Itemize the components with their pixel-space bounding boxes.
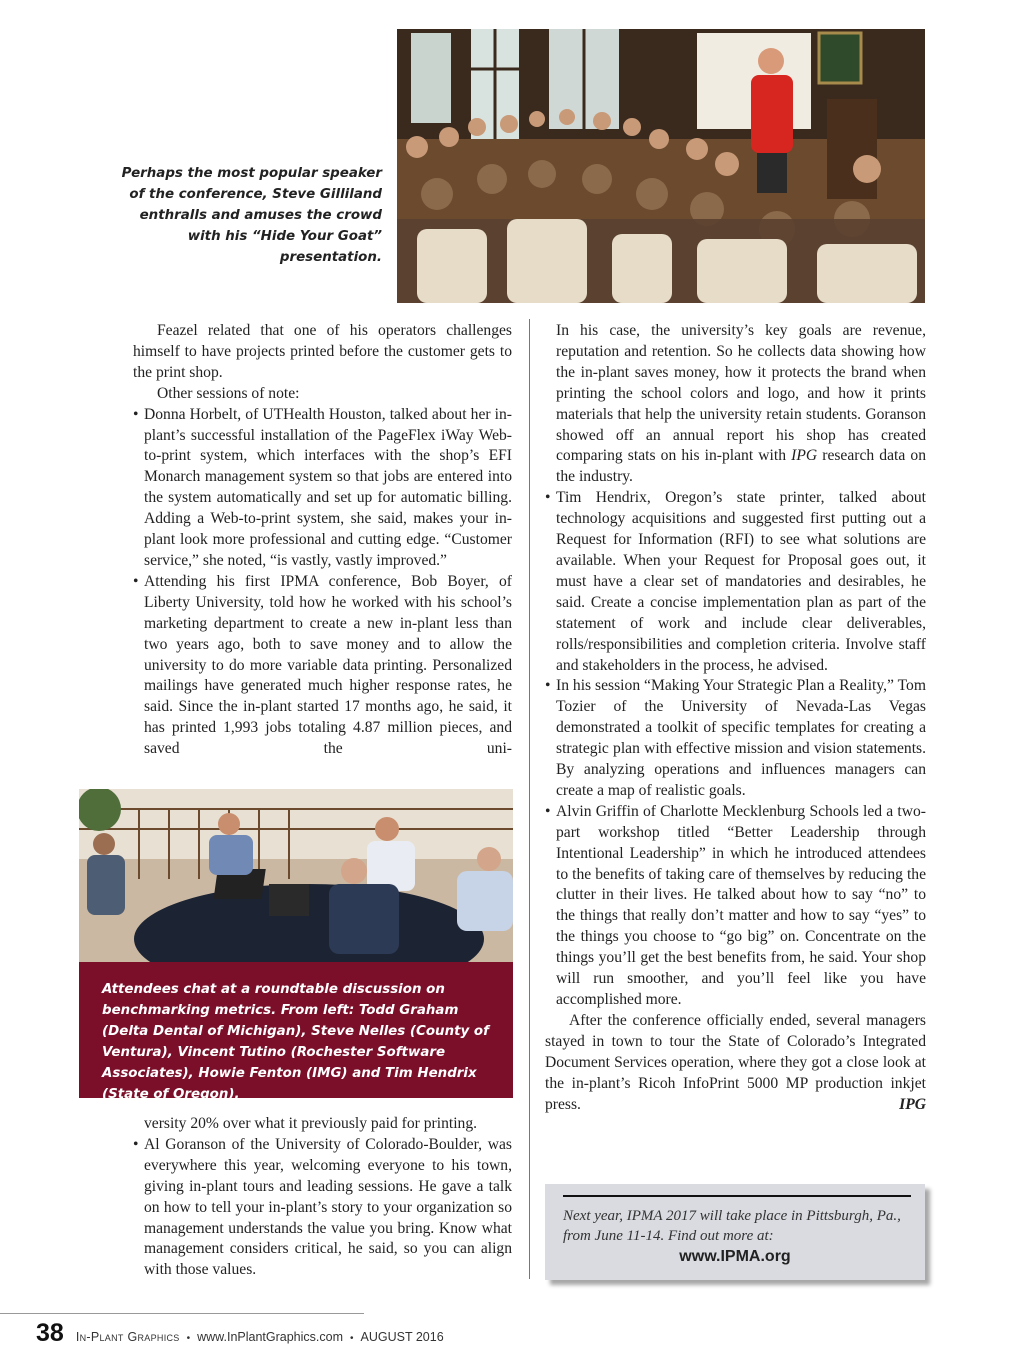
- text-span: research data on the industry.: [556, 447, 926, 486]
- ipma-link[interactable]: www.IPMA.org: [679, 1248, 791, 1265]
- footer-separator: •: [350, 1333, 354, 1344]
- page-footer: [36, 1319, 444, 1349]
- publication-name: IPG: [791, 447, 818, 465]
- column-divider: [529, 319, 530, 1279]
- roundtable-photo-drawing: [79, 789, 513, 976]
- bullet-item: • Tim Hendrix, Oregon’s state printer, talked about technology acquisitions and suggested first putting out a Request for Information (RFI) to see what solutions are available. When your Request for Proposal goes out, it must have a clear set of mandatories and desirables, he said. Create a concise implementation plan as part of the statement of work and include clear deliverables, rolls/responsibilities and completion criteria. Involve staff and stakeholders in the process, he advised.: [545, 488, 926, 676]
- presentation-photo-drawing: [397, 29, 925, 303]
- presentation-photo: [397, 29, 925, 303]
- bullet-item: • Alvin Griffin of Charlotte Mecklenburg Schools led a two-part workshop titled “Better Leadership through Intentional Leadership” in which he introduced attendees to the benefits of taking care of themselves by reducing the clutter in their lives. He talked about how to say “no” to the things that really don’t matter and how to say “yes” to the things you choose to “go big” on. Concentrate on the things you’ll get the best benefits from, he said. Your shop will run smoother, and you’ll feel like you have accomplished more.: [545, 802, 926, 1011]
- top-photo-caption: Perhaps the most popular speaker of the conference, Steve Gilliland enthralls and amuses the crowd with his “Hide Your Goat” presentation.: [121, 166, 382, 265]
- paragraph: Feazel related that one of his operators challenges himself to have projects printed before the customer gets to the print shop.: [133, 322, 512, 381]
- bullet-item: • Donna Horbelt, of UTHealth Houston, talked about her in-plant’s successful installation of the PageFlex iWay Web-to-print system, which interfaces with the shop’s EFI Monarch management system so that jobs are entered into the system automatically and set up for automatic billing. Adding a Web-to-print system, she said, makes your in-plant look more professional and cutting edge. “Customer service,” she noted, “is vastly, vastly improved.”: [133, 405, 512, 572]
- paragraph: [545, 1011, 926, 1116]
- callout-text: Next year, IPMA 2017 will take place in Pittsburgh, Pa., from June 11-14. Find out more at:: [563, 1208, 901, 1244]
- text-span: After the conference officially ended, several managers stayed in town to tour the State of Colorado’s Integrated Document Services operation, where they got a close look at the in-plant’s Ricoh InfoPrint 5000 MP production inkjet press.: [545, 1011, 926, 1113]
- website-link[interactable]: www.InPlantGraphics.com: [197, 1330, 343, 1344]
- footer-rule: [0, 1313, 364, 1314]
- ipma-callout-box: [545, 1184, 925, 1280]
- article-signoff: IPG: [899, 1095, 926, 1113]
- bullet-item: • In his session “Making Your Strategic Plan a Reality,” Tom Tozier of the University of Nevada-Las Vegas demonstrated a toolkit of specific templates for creating a strategic plan with effective mission and vision statements. By analyzing operations and influences managers can create a map of realistic goals.: [545, 676, 926, 801]
- roundtable-photo: [79, 789, 513, 976]
- callout-rule: [563, 1195, 911, 1197]
- paragraph: versity 20% over what it previously paid for printing.: [144, 1115, 478, 1132]
- text-span: In his case, the university’s key goals are revenue, reputation and retention. So he collects data showing how the in-plant saves money, how it protects the brand when printing the school colors and logo, and how it prints materials that help the university retain students. Goranson showed off an annual report his shop has created comparing stats on his in-plant with: [556, 322, 926, 465]
- bullet-item: • Al Goranson of the University of Colorado-Boulder, was everywhere this year, welcoming everyone to his town, giving in-plant tours and leading sessions. He gave a talk on how to tell your in-plant’s story to your organization so management understands the value you bring. Know what management considers critical, he said, so you can align with those values.: [133, 1135, 512, 1281]
- article-column-left-bottom: [133, 1114, 512, 1281]
- issue-date: AUGUST 2016: [360, 1330, 444, 1344]
- publication-name: In-Plant Graphics: [75, 1330, 180, 1344]
- roundtable-caption-box: [79, 962, 513, 1102]
- bullet-item: • Attending his first IPMA conference, Bob Boyer, of Liberty University, told how he worked with his school’s marketing department to create a new in-plant less than two years ago, both to save money and to allow the university to do more variable data printing. Personalized mailings have generated much higher response rates, he said. Since the in-plant started 17 months ago, he said, it has printed 1,993 jobs totaling 4.87 million pieces, and saved the uni-: [133, 572, 512, 760]
- roundtable-photo-caption: Attendees chat at a roundtable discussion on benchmarking metrics. From left: Todd Graham (Delta Dental of Michigan), Steve Nelles (County of Ventura), Vincent Tutino (Rochester Software Associates), Howie Fenton (IMG) and Tim Hendrix (State of Oregon).: [102, 982, 489, 1102]
- paragraph: Other sessions of note:: [157, 384, 300, 402]
- article-column-left-top: [133, 321, 512, 760]
- paragraph: [545, 321, 926, 488]
- footer-separator: •: [186, 1333, 191, 1344]
- page-number: 38: [36, 1319, 64, 1347]
- article-column-right: [545, 321, 926, 1115]
